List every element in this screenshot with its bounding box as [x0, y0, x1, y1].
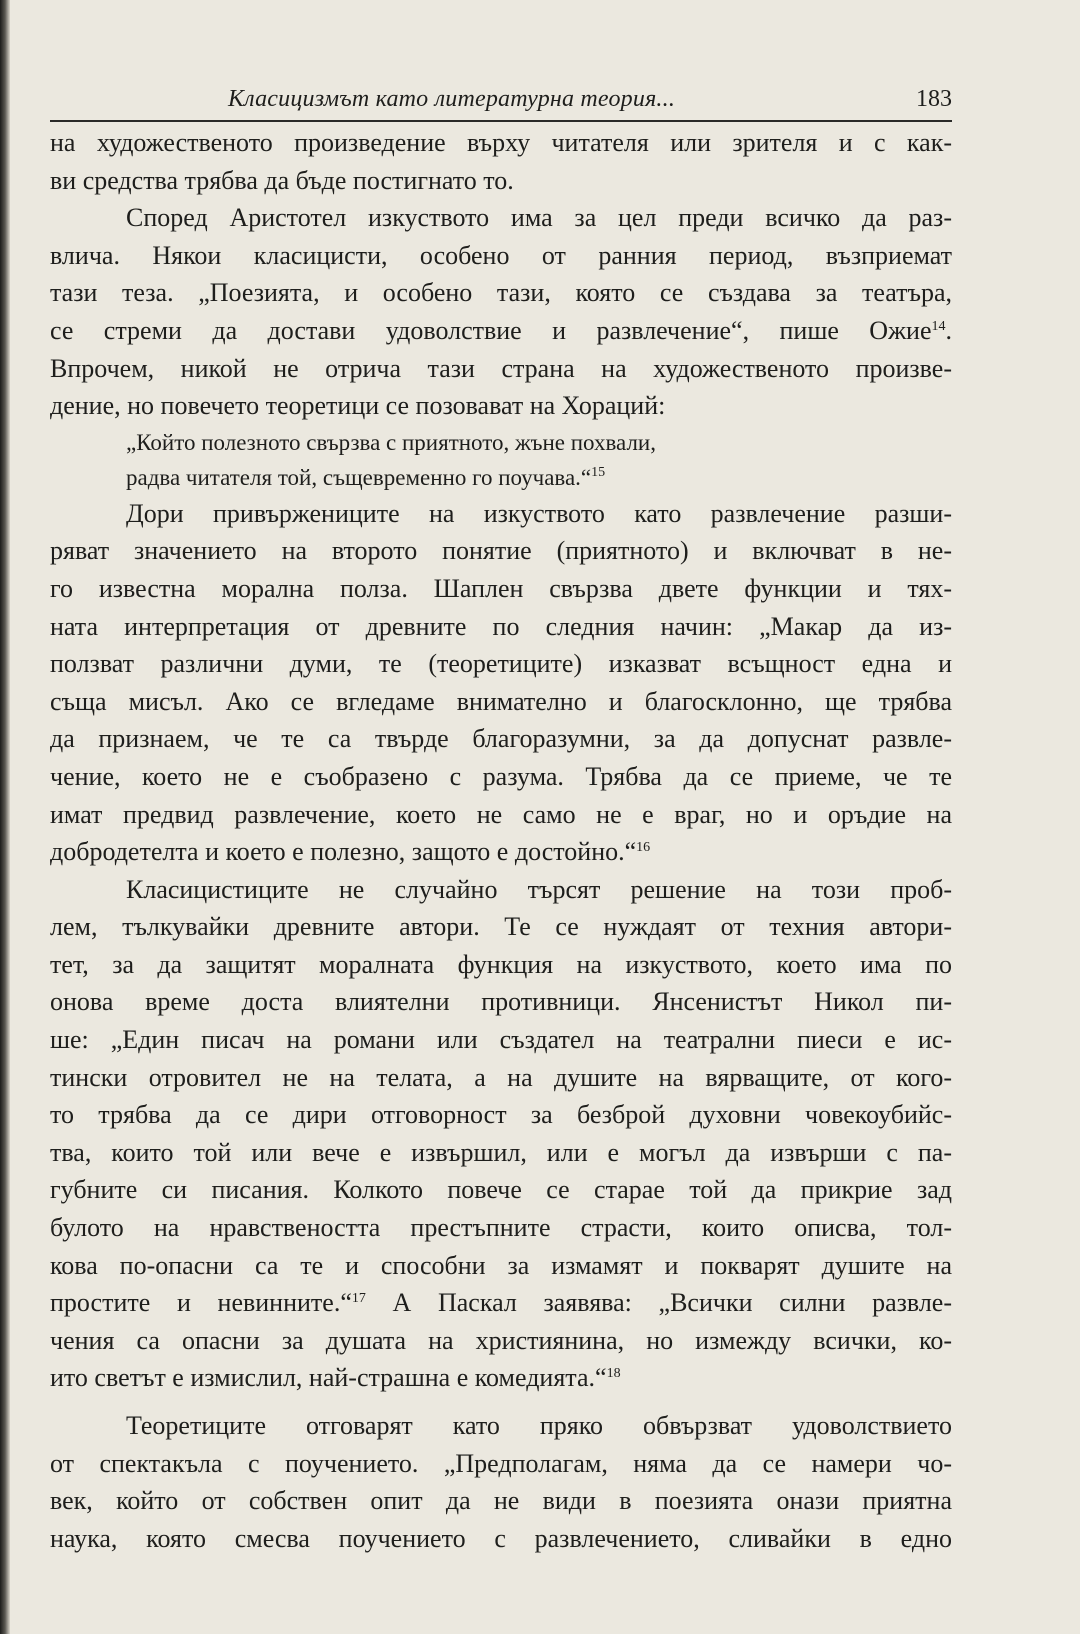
text-line: лем, тълкувайки древните автори. Те се нуждаят от техния автори- [50, 912, 952, 942]
footnote-ref: 18 [606, 1366, 621, 1382]
verse-quote-line [50, 460, 952, 495]
text-line: чения са опасни за душата на християнина, но измежду всички, ко- [50, 1325, 952, 1355]
text-line: ната интерпретация от древните по следния начин: „Макар да из- [50, 611, 952, 641]
text-line: губните си писания. Колкото повече се старае той да прикрие зад [50, 1175, 952, 1205]
paragraph-start-line: Дори привържениците на изкуството като развлечение разши- [126, 498, 952, 528]
verse-quote-line: „Който полезното свързва с приятното, жъне похвали, [126, 429, 656, 455]
text-line: ползват различни думи, те (теоретиците) изказват всъщност една и [50, 649, 952, 679]
running-title: Класицизмът като литературна теория... [228, 86, 676, 112]
text-line [50, 312, 952, 350]
text-line: дение, но повечето теоретици се позовават на Хораций: [50, 391, 666, 421]
footnote-ref: 17 [351, 1291, 366, 1307]
text-line: го известна морална полза. Шаплен свързва двете функции и тях- [50, 573, 952, 603]
text-line: Впрочем, никой не отрича тази страна на художественото произве- [50, 353, 952, 383]
paragraph-start-line: Теоретиците отговарят като пряко обвързват удоволствието [126, 1411, 952, 1440]
text-line [50, 833, 952, 871]
text-line: съща мисъл. Ако се вгледаме внимателно и благосклонно, ще трябва [50, 686, 952, 716]
paragraph-start-line: Класицистиците не случайно търсят решение на този проб- [126, 874, 952, 904]
text-line: кова по-опасни са те и способни за измамят и покварят душите на [50, 1250, 952, 1280]
text-line: онова време доста влиятелни противници. Янсенистът Никол пи- [50, 987, 952, 1017]
text-line: наука, която смесва поучението с развлечението, сливайки в едно [50, 1523, 952, 1553]
text-line: да признаем, че те са твърде благоразумни, за да допуснат развле- [50, 724, 952, 754]
text-line: ше: „Един писач на романи или създател на театрални пиеси е ис- [50, 1025, 952, 1055]
running-head [50, 84, 952, 122]
paragraph-start-line: Според Аристотел изкуството има за цел преди всичко да раз- [126, 203, 952, 233]
page-number: 183 [916, 86, 952, 112]
text-line: влича. Някои класицисти, особено от ранния период, възприемат [50, 240, 952, 270]
text-segment: . [945, 315, 952, 345]
text-line: ряват значението на второто понятие (приятното) и включват в не- [50, 536, 952, 566]
body-text [50, 124, 952, 1557]
footnote-ref: 16 [636, 840, 651, 856]
text-line: на художественото произведение върху читателя или зрителя и с как- [50, 128, 952, 157]
text-segment: радва читателя той, същевременно го поучава.“ [126, 464, 592, 490]
book-spine-shadow [0, 0, 10, 1634]
text-segment: А Паскал заявява: „Всички силни развле- [365, 1288, 952, 1318]
text-line: то трябва да се дири отговорност за безброй духовни човекоубийс- [50, 1100, 952, 1130]
text-line [50, 1359, 952, 1397]
text-line: чение, което не е съобразено с разума. Трябва да се приеме, че те [50, 761, 952, 791]
text-line: от спектакъла с поучението. „Предполагам, няма да се намери чо- [50, 1448, 952, 1478]
text-line: тази теза. „Поезията, и особено тази, която се създава за театъра, [50, 278, 952, 308]
text-segment: простите и невинните.“ [50, 1288, 352, 1318]
text-line: век, който от собствен опит да не види в поезията онази приятна [50, 1486, 952, 1516]
text-line: ви средства трябва да бъде постигнато то. [50, 165, 514, 195]
paragraph-gap [50, 1397, 952, 1407]
text-line: булото на нравствеността престъпните страсти, които описва, тол- [50, 1213, 952, 1243]
text-segment: се стреми да достави удоволствие и развлечение“, пише Ожие [50, 315, 932, 345]
footnote-ref: 14 [931, 318, 946, 334]
footnote-ref: 15 [591, 464, 606, 480]
text-line [50, 1284, 952, 1322]
text-line: имат предвид развлечение, което не само не е враг, но и оръдие на [50, 799, 952, 829]
text-line: тва, които той или вече е извършил, или е могъл да извърши с па- [50, 1137, 952, 1167]
text-segment: ито светът е измислил, най-страшна е комедията.“ [50, 1363, 607, 1393]
text-line: тет, за да защитят моралната функция на изкуството, което има по [50, 949, 952, 979]
text-line: тински отровител не на телата, а на душите на вярващите, от кого- [50, 1062, 952, 1092]
text-segment: добродетелта и което е полезно, защото е достойно.“ [50, 837, 637, 867]
